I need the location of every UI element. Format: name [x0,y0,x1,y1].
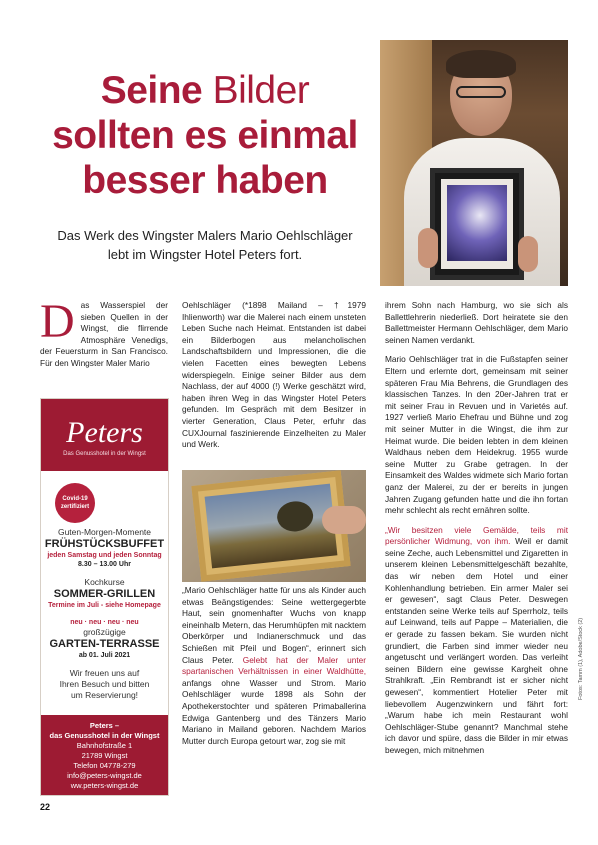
ad-b3-title: GARTEN-TERRASSE [49,638,160,650]
subline-line2: lebt im Wingster Hotel Peters fort. [107,247,303,262]
photo-frame [430,168,524,280]
headline-line1: Bilder [202,69,310,112]
ad-foot-website[interactable]: ww.peters-wingst.de [70,781,139,790]
ad-b4-line1: Wir freuen uns auf [69,668,140,678]
photo-landscape-painting [182,470,366,582]
photo-glasses [456,86,506,98]
col3-p3-text: Weil er damit seine Zeche, auch Lebensmittel und Zigaretten in unserem kleinen Lebensmittelgeschäft bezahlte, das wir neben dem Hotel und einer Kohlenhandlung betrieben. Ein armer Maler sei er gewesen“, sagt Claus Peter. Deswegen entstanden seine Werke teils auf Sperrholz, teils auf Leinwand, teils auf Pappe – Materialien, die er gerade zu fassen bekam. Sie wurden nicht grundiert, die Farben sind immer wieder neu angetuscht und verlängert worden. Das verleiht seinen Bildern eine gewisse Kargheit ohne Strahlkraft. „Ein Rembrandt ist er sicher nicht gewesen“, kommentiert Hotelier Peter mit liebevollem Augenzwinkern und fährt fort: „Warum habe ich mein Restaurant wohl Oehlschläger-Stube genannt? Manchmal stehe ich davor und spüre, dass die Bilder in mir etwas bewegen, mich mitnehmen [385,536,568,755]
photo-chef-with-portrait [380,40,568,286]
painting-canvas [205,484,338,569]
ad-footer [41,715,168,795]
headline-line3: besser haben [82,159,328,202]
col3-paragraph-1: ihrem Sohn nach Hamburg, wo sie sich als Ballettlehrerin niederließ. Dort heiratete sie den Ballettmeister Hermann Oehlschläger, dem Mario seinen Namen verdankt. [385,300,568,345]
col2-paragraph-2 [182,585,366,747]
ad-logo-band [41,399,168,471]
ad-foot-line2: das Genusshotel in der Wingst [49,731,160,740]
ad-foot-line1: Peters – [89,721,120,730]
covid-badge [55,483,95,523]
article-col-2-lower [182,585,366,747]
badge-line2: zertifiziert [60,504,90,510]
badge-line1: Covid-19 [62,496,88,502]
page-number: 22 [40,802,51,812]
col2-paragraph-1: Oehlschläger (*1898 Mailand – †1979 Ihlienworth) war die Malerei nach einem unsteten Leben Suche nach Heimat. Entstanden ist dabei ein Bilderbogen aus melancholischen Landschaftsbildern und Impressionen, die die vielen Facetten eines bewegten Lebens widerspiegeln. Einige seiner Bilder aus dem Nachlass, der auf 4000 (!) Werke geschätzt wird, haben ihren Weg in das Wingster Hotel Peters gefunden. Im Gespräch mit dem Besitzer in vierter Generation, Claus Peter, erfuhr das CUXJournal faszinierende Einzelheiten zu Maler und Werk. [182,300,366,450]
subline-line1: Das Werk des Wingster Malers Mario Oehlschläger [57,228,353,243]
col2-p2-end: anfangs ohne Wasser und Strom. Mario Oehlschläger wurde 1898 als Sohn der Apothekerstochter und späteren Primaballerina Edwiga Gantenberg und des Tänzers Mario Mariano in Mailand geboren. Nachdem Marios Mutter durch Europa getourt war, zog sie mit [182,677,366,746]
photo-hand [322,506,366,534]
photo-hand-left [418,228,438,268]
ad-b4-line2: Ihren Besuch und bitten [59,679,150,689]
ad-foot-line4: 21789 Wingst [81,751,128,760]
article-col-1 [40,295,168,370]
ad-b2-red: Termine im Juli - siehe Homepage [48,602,161,609]
col2-p2-highlight: Gelebt hat der Maler unter spartanischen Verhältnissen in einer Waldhütte, [182,654,366,677]
ad-b1-red: jeden Samstag und jeden Sonntag [47,552,162,559]
photo-hand-right [518,236,538,272]
ad-b1-time: 8.30 – 13.00 Uhr [78,561,131,568]
ad-b3-date: ab 01. Juli 2021 [78,652,131,659]
headline-bold: Seine [100,69,203,112]
hotel-ad [40,398,169,796]
ad-b3-red: neu · neu · neu · neu [70,619,139,626]
col3-paragraph-3 [385,525,568,757]
ad-foot-line5: Telefon 04778-279 [73,761,136,770]
ad-b1-title: FRÜHSTÜCKSBUFFET [44,538,165,550]
photo-framed-portrait [447,185,507,261]
ad-b3-intro: großzügige [83,627,126,637]
col3-paragraph-2: Mario Oehlschläger trat in die Fußstapfen seiner Eltern und erlernte dort, gemeinsam mit seiner späteren Frau Mia Behrens, die Grundlagen des klassischen Tanzes. In den 20er-Jahren trat er mit seiner Frau in Revuen und in Varietés auf. 1927 verließ Mario Ehefrau und Bühne und zog mit seiner Mutter in die Wingst, die ihm zur Heimat wurde. Die beiden lebten in dem kleinen Waldhaus neben dem Heidekrug. 1955 wurde seine Mutter zu Grabe getragen. In der Einsamkeit des Waldes widmete sich Mario fortan ganz der Malerei, zu der er bereits in jungen Jahren Zugang gefunden hatte und die ihn fortan mehr schlecht als recht ernähren sollte. [385,354,568,516]
col3-p3-highlight: „Wir besitzen viele Gemälde, teils mit persönlicher Widmung, von ihm. [385,524,568,547]
ad-foot-line3: Bahnhofstraße 1 [76,741,133,750]
photo-credit: Fotos: Tamm (1), Adobe/Stock (2) [578,617,584,700]
ad-b2-intro: Kochkurse [84,577,125,587]
drop-cap: D [40,295,75,348]
photo-hair [446,50,516,78]
article-col-3 [385,300,568,757]
headline [40,68,370,203]
ad-body [41,527,168,701]
subline [40,226,370,264]
painting-tree [276,500,315,534]
article-col-2 [182,300,366,451]
ad-logo: Peters [66,416,143,449]
ad-b1-intro: Guten-Morgen-Momente [57,527,152,537]
ad-tagline: Das Genusshotel in der Wingst [63,451,146,457]
col2-p2-start: „Mario Oehlschläger hatte für uns als Kinder auch etwas Beängstigendes: Seine wettergegerbte Haut, sein gnomenhafter Wuchs von knapp eineinhalb Metern, das Herumhüpfen mit nacktem Oberkörper und Indianerschmuck und das Schießen mit Pfeil und Bogen“, erinnert sich Claus Peter. [182,585,366,665]
ad-b4-line3: um Reservierung! [70,690,139,700]
ad-foot-email[interactable]: info@peters-wingst.de [67,771,142,780]
col1-text: as Wasserspiel der sieben Quellen in der Wingst, die flirrende Atmosphäre Venedigs, der Feuersturm in San Francisco. Für den Wingster Maler Mario [40,300,168,368]
headline-line2: sollten es einmal [52,114,358,157]
ad-b2-title: SOMMER-GRILLEN [53,588,156,600]
